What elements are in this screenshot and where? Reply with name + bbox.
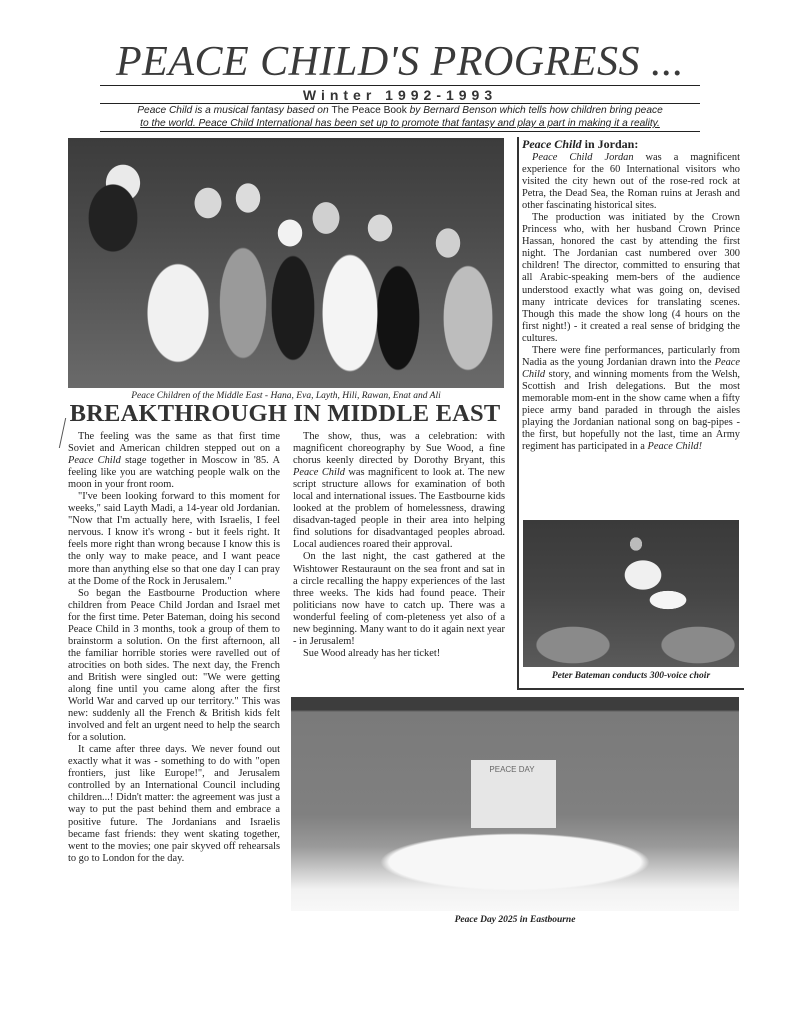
stage-sign-text: PEACE DAY <box>489 765 535 774</box>
tagline <box>98 104 702 130</box>
sidebar-title <box>522 137 638 151</box>
tagline-book-title: The Peace Book <box>331 105 407 116</box>
sidebar-title-italic: Peace Child <box>522 137 582 151</box>
issue-date: Winter 1992-1993 <box>302 87 498 103</box>
photo-caption-peace-children: Peace Children of the Middle East - Hana, Eva, Layth, Hili, Rawan, Enat and Ali <box>131 391 441 401</box>
masthead-title: PEACE CHILD'S PROGRESS ... <box>116 39 684 85</box>
paragraph: Peace Child Jordan was a magnificent experience for the 60 International visitors who visited the city hewn out of the rose-red rock at Petra, the Dead Sea, the Roman ruins at Jerash and other fascinating historical sites. <box>522 152 740 212</box>
article-column-1 <box>68 431 280 865</box>
tagline-text: Peace Child is a musical fantasy based on <box>137 105 332 116</box>
photo-peace-day-stage <box>291 697 739 911</box>
paragraph: Sue Wood already has her ticket! <box>303 647 441 659</box>
paragraph: On the last night, the cast gathered at the Wishtower Restauraunt on the sea front and sat in a circle recalling the happy experiences of the last three weeks. The kids had found peace. Their politicians now have to catch up. There was a wonderful feeling of com-pleteness yet also of a new beginning. Many want to do it again next year - in Jerusalem! <box>293 551 505 647</box>
article-column-2 <box>293 431 505 660</box>
paragraph: There were fine performances, particularly from Nadia as the young Jordanian drawn into the Peace Child story, and winning moments from the Welsh, Scottish and Irish delegations. But the most memorable mom-ent in the show came when a fifty piece army band paraded in through the aisles playing the Jordanian national song on bag-pipes - the first, but hopefully not the last, time an Army regiment has participated in a Peace Child! <box>522 344 740 453</box>
photo-choir-conductor <box>523 520 739 667</box>
paragraph: The show, thus, was a celebration: with magnificent choreography by Sue Wood, a fine chorus keenly directed by Dorothy Bryant, this Peace Child was magnificent to look at. The new script structure allows for examination of both local and international issues. The Eastbourne kids looked at the problem of homelessness, drawing disadvan-taged people in their area into helping find solutions for disadvantaged peoples abroad. Local audiences roared their approval. <box>293 431 505 551</box>
paragraph: The production was initiated by the Crown Princess who, with her husband Crown Prince Hassan, honored the cast by attending the first night. The Jordanian cast numbered over 300 children! The director, committed to ensuring that all Arabic-speaking mem-bers of the audience understood exactly what was going on, devised many intricate devices for translating scenes. Though this made the show long (4 hours on the first night!) - it created a real sense of bridging the cultures. <box>522 212 740 344</box>
paragraph: It came after three days. We never found out exactly what it was - something to do with "open frontiers, just like Europe!", and Jerusalem controlled by an International Council including children...! Didn't matter: the agreement was just a way to put the past behind them and embrace a positive future. The Jordanians and Israelis became fast friends: they went skating together, went to the movies; one pair skyved off rehearsals to go to London for the day. <box>68 744 280 864</box>
paragraph: So began the Eastbourne Production where children from Peace Child Jordan and Israel met for the first time. Peter Bateman, doing his second Peace Child in 3 months, took a group of them to brainstorm a solution. On the first afternoon, all the familiar horrible stories were ravelled out of atrocities on both sides. The next day, the French and British were singled out: "We were getting along fine until you came along after the first World War and carved up our territory." This was new: suddenly all the French & British kids felt involved and felt an urgent need to help the search for a solution. <box>68 587 280 744</box>
headline: BREAKTHROUGH IN MIDDLE EAST <box>69 400 501 427</box>
photo-caption-choir: Peter Bateman conducts 300-voice choir <box>551 671 711 681</box>
paragraph: The feeling was the same as that first time Soviet and American children stepped out on a Peace Child stage together in Moscow in '85. A feeling like you are watching people walk on the moon in your front room. <box>68 431 280 491</box>
tagline-text: by Bernard Benson which tells how children bring peace <box>406 105 663 116</box>
tagline-line-1 <box>98 104 702 117</box>
tagline-line-2: to the world. Peace Child International has been set up to promote that fantasy and play a part in making it a reality. <box>140 118 660 129</box>
photo-caption-peace-day: Peace Day 2025 in Eastbourne <box>454 915 576 925</box>
masthead-rule-top <box>100 85 700 86</box>
sidebar-column <box>522 152 740 453</box>
paragraph: "I've been looking forward to this moment for weeks," said Layth Madi, a 14-year old Jordanian. "Now that I'm actually here, with Israelis, I feel nervous. I know it's wrong - but it feels right. It feels more right than wrong because I know this is the only way to make peace, and I want peace more than anything else so that one day I can pray at the Dome of the Rock in Jerusalem." <box>68 491 280 587</box>
photo-peace-children <box>68 138 504 388</box>
sidebar-title-rest: in Jordan: <box>581 137 639 151</box>
masthead-rule-bottom <box>100 131 700 132</box>
